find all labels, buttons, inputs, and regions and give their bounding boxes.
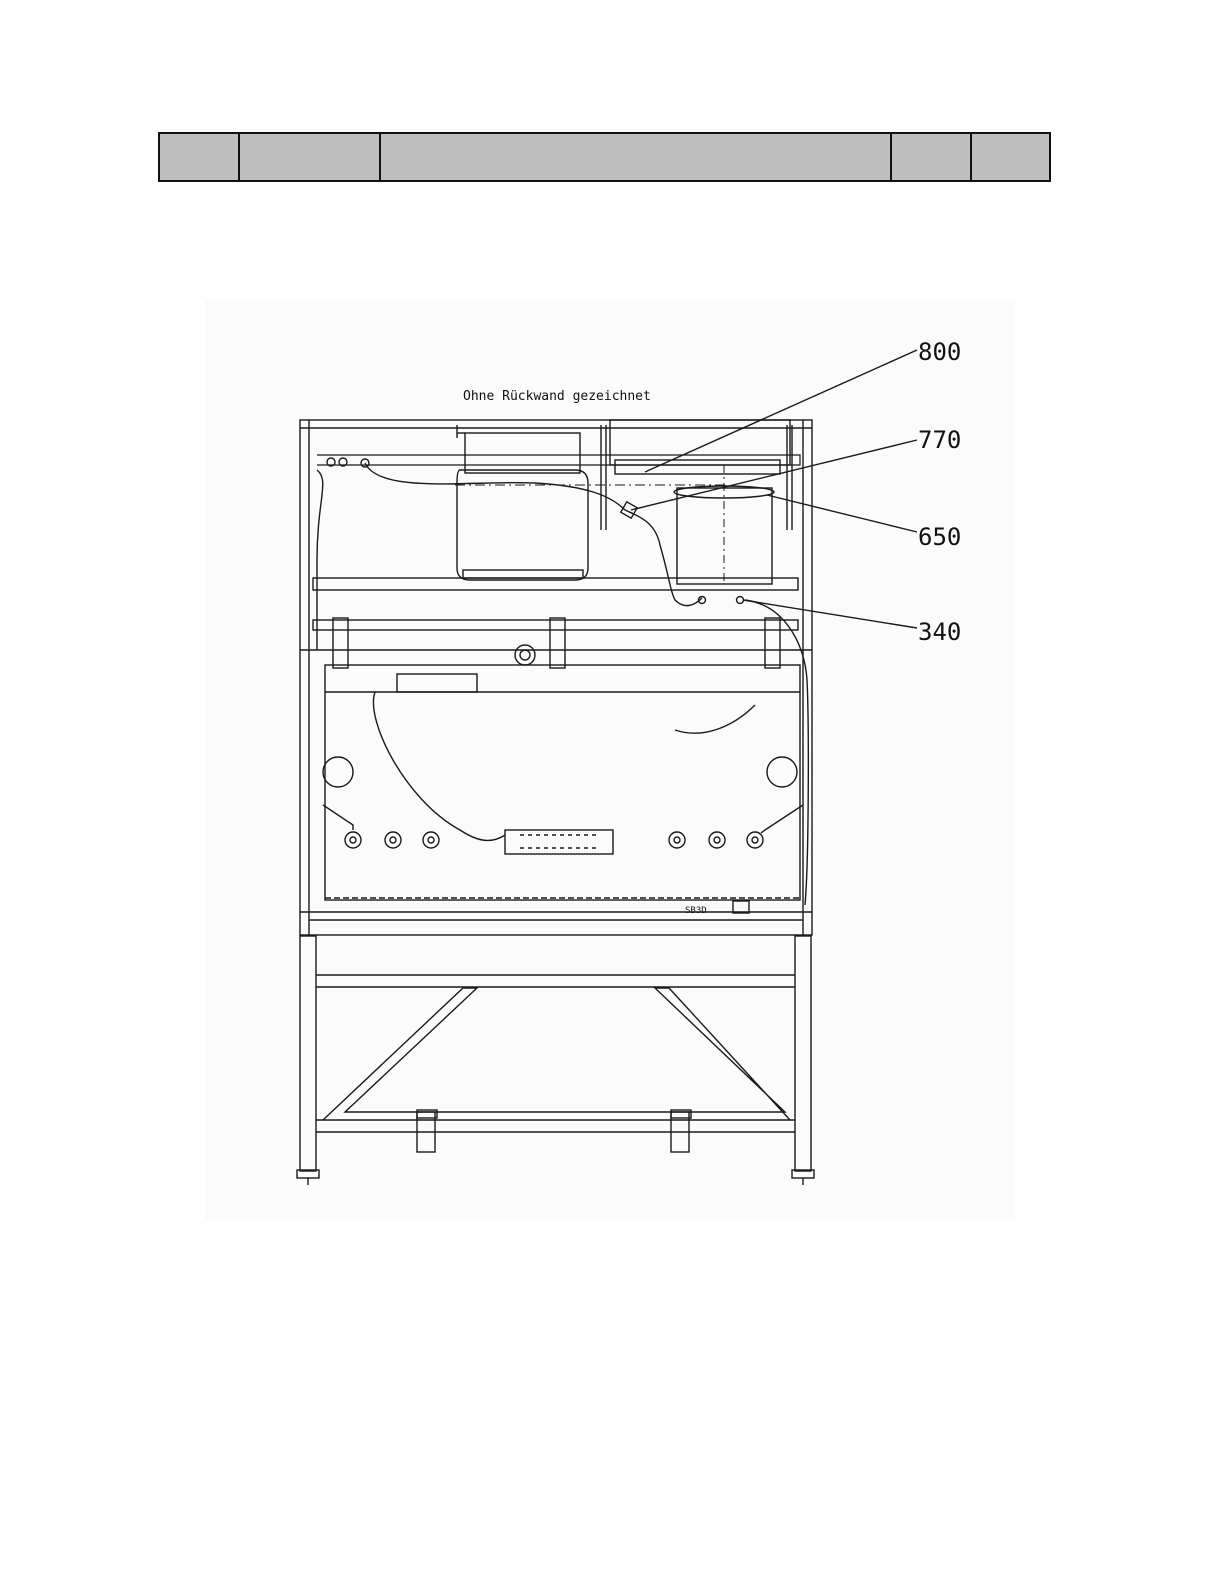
header-cell-3 bbox=[381, 134, 892, 180]
header-bar bbox=[158, 132, 1051, 182]
drawing-caption: Ohne Rückwand gezeichnet bbox=[463, 389, 651, 404]
header-cell-2 bbox=[240, 134, 381, 180]
socket-label: SB3D bbox=[685, 906, 707, 916]
header-cell-5 bbox=[972, 134, 1049, 180]
callout-label-800: 800 bbox=[918, 338, 962, 366]
header-cell-1 bbox=[160, 134, 240, 180]
callout-label-650: 650 bbox=[918, 523, 962, 551]
callout-label-770: 770 bbox=[918, 426, 962, 454]
header-cell-4 bbox=[892, 134, 972, 180]
technical-drawing bbox=[205, 300, 1015, 1220]
callout-label-340: 340 bbox=[918, 618, 962, 646]
